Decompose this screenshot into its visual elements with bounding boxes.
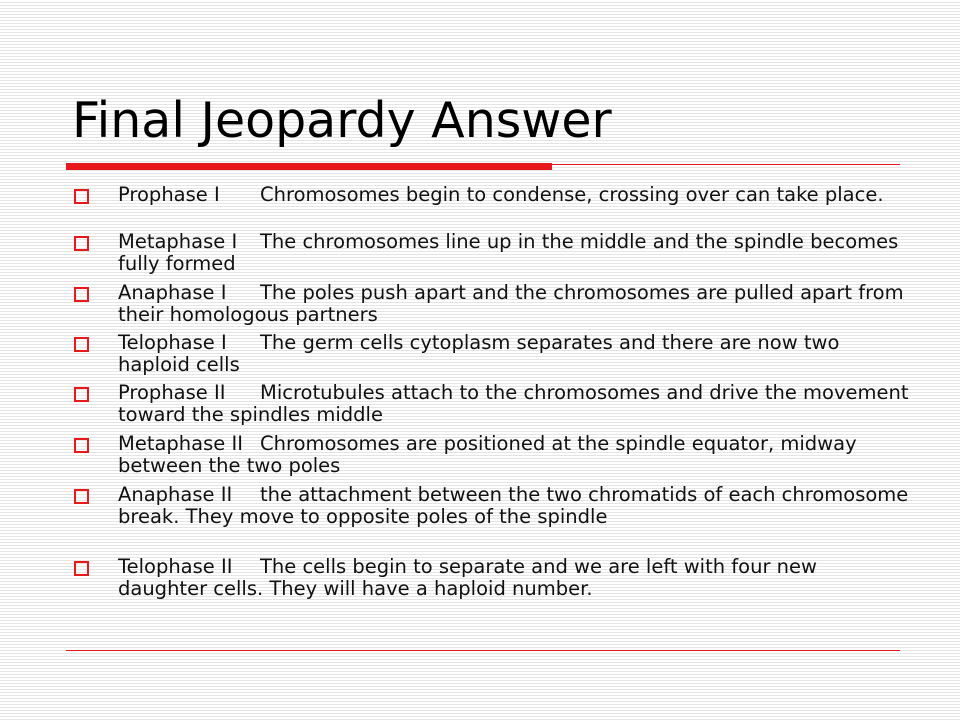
square-bullet-icon xyxy=(74,561,89,576)
square-bullet-icon xyxy=(74,387,89,402)
footer-rule-line xyxy=(66,650,900,651)
square-bullet-icon xyxy=(74,287,89,302)
bullet-text xyxy=(118,484,912,527)
bullet-line xyxy=(118,184,912,206)
bullet-text xyxy=(118,332,912,375)
title-rule-line xyxy=(552,164,900,165)
slide-title: Final Jeopardy Answer xyxy=(72,92,612,149)
bullet-item-anaphase-2 xyxy=(72,484,912,556)
bullet-line xyxy=(118,556,912,599)
bullet-line xyxy=(118,382,912,425)
bullet-line xyxy=(118,231,912,274)
bullet-line xyxy=(118,332,912,375)
square-bullet-icon xyxy=(74,489,89,504)
bullet-line xyxy=(118,282,912,325)
phase-description: The cells begin to separate and we are left with four new daughter cells. They will have a haploid number. xyxy=(118,555,817,600)
phase-description: The poles push apart and the chromosomes are pulled apart from their homologous partners xyxy=(118,281,904,326)
bullet-list xyxy=(72,184,912,628)
bullet-item-prophase-1 xyxy=(72,184,912,231)
bullet-item-anaphase-1 xyxy=(72,282,912,332)
phase-label: Telophase II xyxy=(118,555,233,578)
phase-description: The germ cells cytoplasm separates and there are now two haploid cells xyxy=(118,331,840,376)
bullet-text xyxy=(118,282,912,325)
bullet-item-metaphase-1 xyxy=(72,231,912,282)
bullet-text xyxy=(118,382,912,425)
bullet-text xyxy=(118,184,912,206)
phase-description: the attachment between the two chromatids of each chromosome break. They move to opposite poles of the spindle xyxy=(118,483,909,528)
phase-description: Microtubules attach to the chromosomes and drive the movement toward the spindles middle xyxy=(118,381,909,426)
phase-description: Chromosomes are positioned at the spindle equator, midway between the two poles xyxy=(118,432,857,477)
phase-label: Telophase I xyxy=(118,331,227,354)
title-underline-bar xyxy=(66,163,552,170)
bullet-line xyxy=(118,484,912,527)
phase-label: Prophase I xyxy=(118,183,220,206)
bullet-item-metaphase-2 xyxy=(72,433,912,484)
phase-description: Chromosomes begin to condense, crossing over can take place. xyxy=(260,183,884,206)
square-bullet-icon xyxy=(74,236,89,251)
bullet-text xyxy=(118,556,912,599)
phase-description: The chromosomes line up in the middle and the spindle becomes fully formed xyxy=(118,230,899,275)
phase-label: Anaphase II xyxy=(118,483,233,506)
phase-label: Anaphase I xyxy=(118,281,227,304)
bullet-text xyxy=(118,231,912,274)
bullet-text xyxy=(118,433,912,476)
bullet-item-prophase-2 xyxy=(72,382,912,433)
phase-label: Metaphase I xyxy=(118,230,238,253)
bullet-item-telophase-2 xyxy=(72,556,912,628)
phase-label: Prophase II xyxy=(118,381,226,404)
square-bullet-icon xyxy=(74,189,89,204)
square-bullet-icon xyxy=(74,337,89,352)
bullet-item-telophase-1 xyxy=(72,332,912,382)
phase-label: Metaphase II xyxy=(118,432,243,455)
square-bullet-icon xyxy=(74,438,89,453)
bullet-line xyxy=(118,433,912,476)
